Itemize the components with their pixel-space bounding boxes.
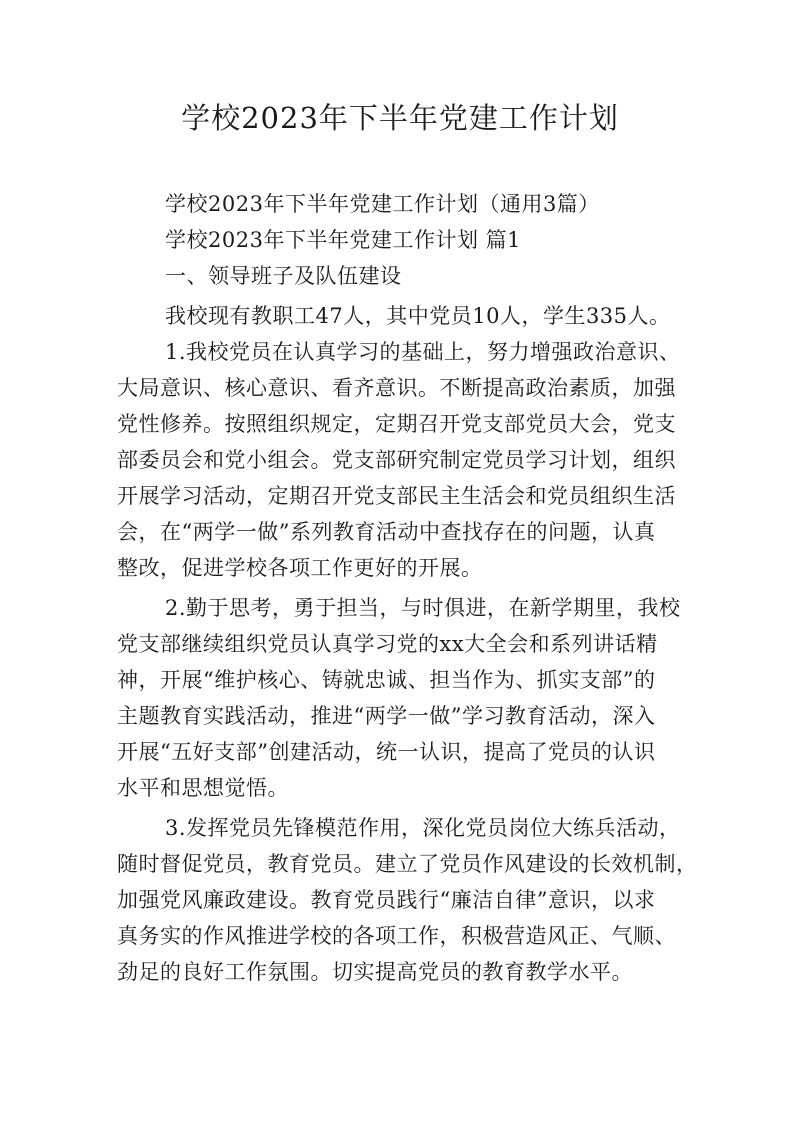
paragraph-line: 水平和思想觉悟。 [117,776,289,800]
paragraph-line: 大局意识、核心意识、看齐意识。不断提高政治素质，加强 [117,376,676,400]
paragraph-line: 我校现有教职工47人，其中党员10人，学生335人。 [165,304,671,328]
document-title: 学校2023年下半年党建工作计划 [181,101,619,135]
paragraph-line: 党性修养。按照组织规定，定期召开党支部党员大会，党支 [117,412,676,436]
paragraph-line: 神，开展“维护核心、铸就忠诚、担当作为、抓实支部”的 [117,668,656,692]
section-heading: 学校2023年下半年党建工作计划 篇1 [165,228,521,252]
document-body [117,186,697,990]
paragraph-line: 劲足的良好工作氛围。切实提高党员的教育教学水平。 [117,960,633,984]
paragraph-line: 部委员会和党小组会。党支部研究制定党员学习计划，组织 [117,448,676,472]
paragraph-line: 开展学习活动，定期召开党支部民主生活会和党员组织生活 [117,484,676,508]
paragraph-line: 真务实的作风推进学校的各项工作，积极营造风正、气顺、 [117,924,676,948]
subsection-heading: 一、领导班子及队伍建设 [165,264,402,288]
paragraph-line: 整改，促进学校各项工作更好的开展。 [117,556,483,580]
paragraph-line: 加强党风廉政建设。教育党员践行“廉洁自律”意识，以求 [117,888,656,912]
subtitle-line: 学校2023年下半年党建工作计划（通用3篇） [165,192,600,216]
paragraph-line: 主题教育实践活动，推进“两学一做”学习教育活动，深入 [117,704,656,728]
paragraph-line: 1.我校党员在认真学习的基础上，努力增强政治意识、 [165,340,681,364]
paragraph-line: 随时督促党员，教育党员。建立了党员作风建设的长效机制， [117,852,698,876]
paragraph-line: 党支部继续组织党员认真学习党的xx大全会和系列讲话精 [117,632,658,656]
paragraph-line: 2.勤于思考，勇于担当，与时俱进，在新学期里，我校 [165,596,681,620]
paragraph-line: 会，在“两学一做”系列教育活动中查找存在的问题，认真 [117,520,656,544]
paragraph-line: 3.发挥党员先锋模范作用，深化党员岗位大练兵活动， [165,816,681,840]
paragraph-line: 开展“五好支部”创建活动，统一认识，提高了党员的认识 [117,740,656,764]
